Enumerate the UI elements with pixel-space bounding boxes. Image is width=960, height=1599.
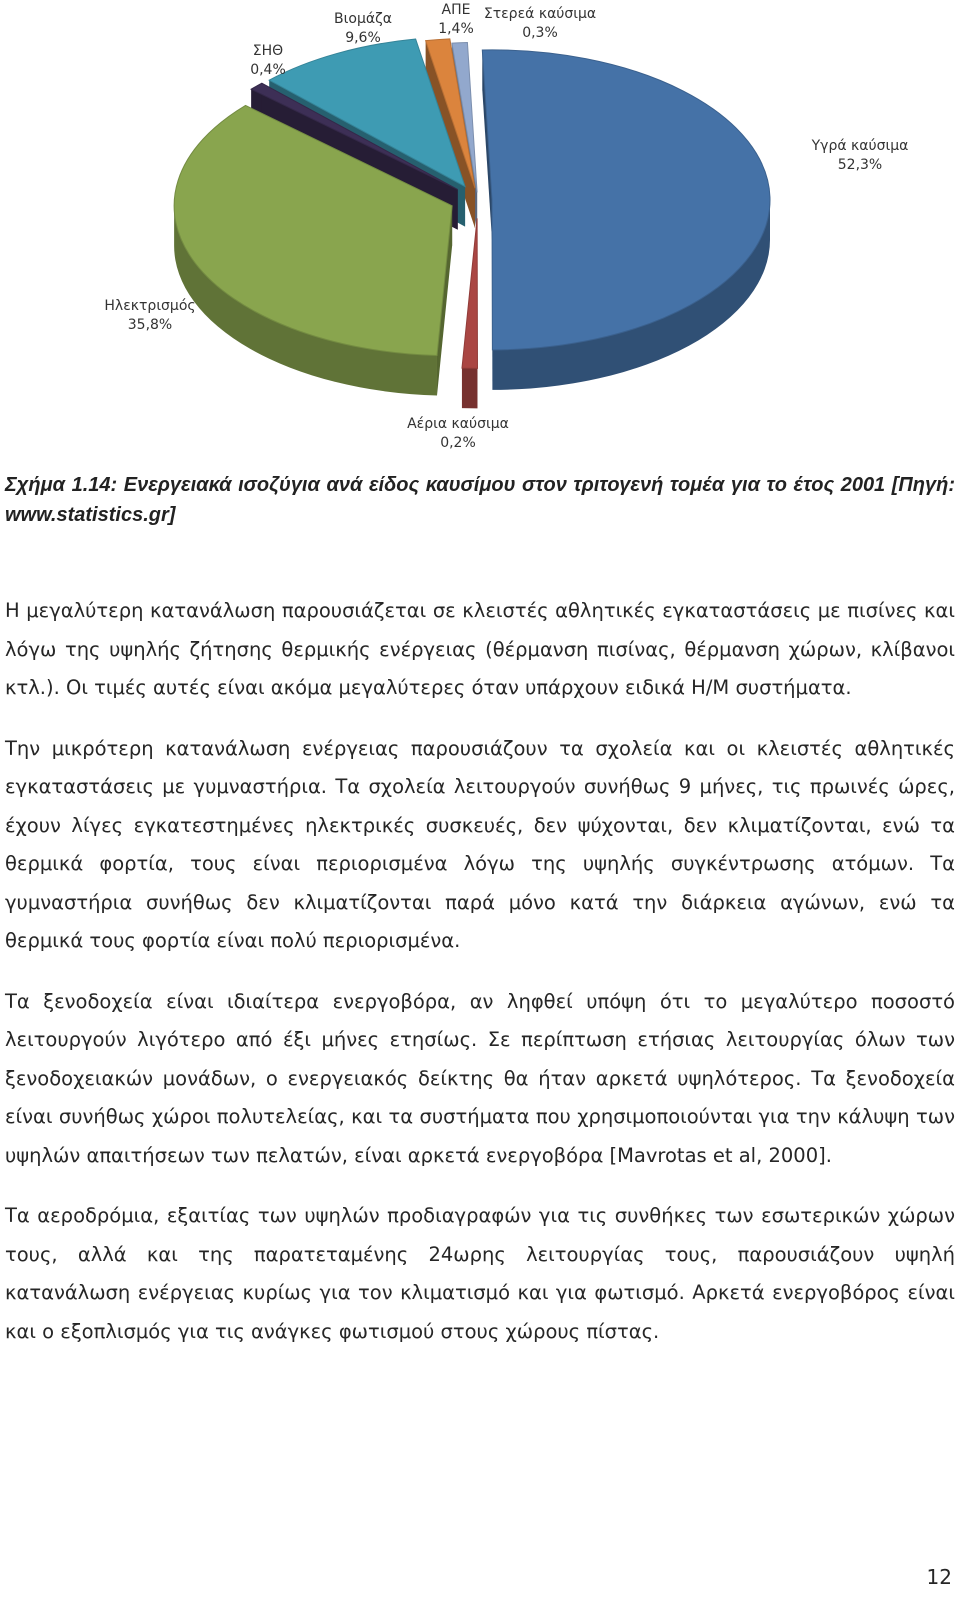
pie-chart [0, 0, 960, 465]
slice-value-label: 0,4% [250, 62, 286, 78]
slice-label: ΣΗΘ [252, 43, 284, 59]
pie-slice [462, 218, 478, 368]
body-text [5, 592, 955, 1373]
slice-value-label: 0,2% [440, 435, 476, 451]
slice-value-label: 52,3% [837, 157, 883, 173]
slice-value-label: 0,3% [522, 25, 558, 41]
paragraph: Τα ξενοδοχεία είναι ιδιαίτερα ενεργοβόρα, αν ληφθεί υπόψη ότι το μεγαλύτερο ποσοστό λειτουργούν λιγότερο από έξι μήνες ετησίως. Σε περίπτωση ετήσιας λειτουργίας όλων των ξενοδοχειακών μονάδων, ο ενεργειακός δείκτης θα ήταν αρκετά υψηλότερος. Τα ξενοδοχεία είναι συνήθως χώροι πολυτελείας, και τα συστήματα που χρησιμοποιούνται για την κάλυψη των υψηλών απαιτήσεων των πελατών, είναι αρκετά ενεργοβόρα [Mavrotas et al, 2000]. [5, 989, 955, 1167]
slice-label: ΑΠΕ [441, 2, 471, 18]
page-number: 12 [926, 1565, 952, 1589]
slice-value-label: 9,6% [345, 30, 381, 46]
slice-label: Υγρά καύσιμα [811, 138, 909, 154]
slice-value-label: 35,8% [127, 317, 173, 333]
figure-caption: Σχήμα 1.14: Ενεργειακά ισοζύγια ανά είδος καυσίμου στον τριτογενή τομέα για το έτος 2001 [Πηγή: www.statistics.gr] [5, 474, 955, 526]
pie-slice-edge [462, 368, 478, 408]
slice-label: Αέρια καύσιμα [407, 416, 509, 432]
slice-label: Βιομάζα [334, 11, 392, 27]
pie-chart-svg [0, 0, 960, 465]
slice-value-label: 1,4% [438, 21, 474, 37]
slice-label: Στερεά καύσιμα [483, 6, 597, 22]
paragraph: Η μεγαλύτερη κατανάλωση παρουσιάζεται σε κλειστές αθλητικές εγκαταστάσεις με πισίνες και λόγω της υψηλής ζήτησης θερμικής ενέργειας (θέρμανση πισίνας, θέρμανση χώρων, κλίβανοι κτλ.). Οι τιμές αυτές είναι ακόμα μεγαλύτερες όταν υπάρχουν ειδικά Η/Μ συστήματα. [5, 599, 955, 699]
paragraph: Τα αεροδρόμια, εξαιτίας των υψηλών προδιαγραφών για τις συνθήκες των εσωτερικών χώρων τους, αλλά και της παρατεταμένης 24ωρης λειτουργίας τους, παρουσιάζουν υψηλή κατανάλωση ενέργειας κυρίως για τον κλιματισμό και για φωτισμό. Αρκετά ενεργοβόρος είναι και ο εξοπλισμός για τις ανάγκες φωτισμού στους χώρους πίστας. [5, 1204, 955, 1343]
slice-label: Ηλεκτρισμός [104, 298, 196, 314]
paragraph: Την μικρότερη κατανάλωση ενέργειας παρουσιάζουν τα σχολεία και οι κλειστές αθλητικές εγκαταστάσεις με γυμναστήρια. Τα σχολεία λειτουργούν συνήθως 9 μήνες, τις πρωινές ώρες, έχουν λίγες εγκατεστημένες ηλεκτρικές συσκευές, δεν ψύχονται, δεν κλιματίζονται, ενώ τα θερμικά φορτία, τους είναι περιορισμένα λόγω της υψηλής συγκέντρωσης ατόμων. Τα γυμναστήρια συνήθως δεν κλιματίζονται παρά μόνο κατά την διάρκεια αγώνων, ενώ τα θερμικά τους φορτία είναι πολύ περιορισμένα. [5, 736, 955, 952]
